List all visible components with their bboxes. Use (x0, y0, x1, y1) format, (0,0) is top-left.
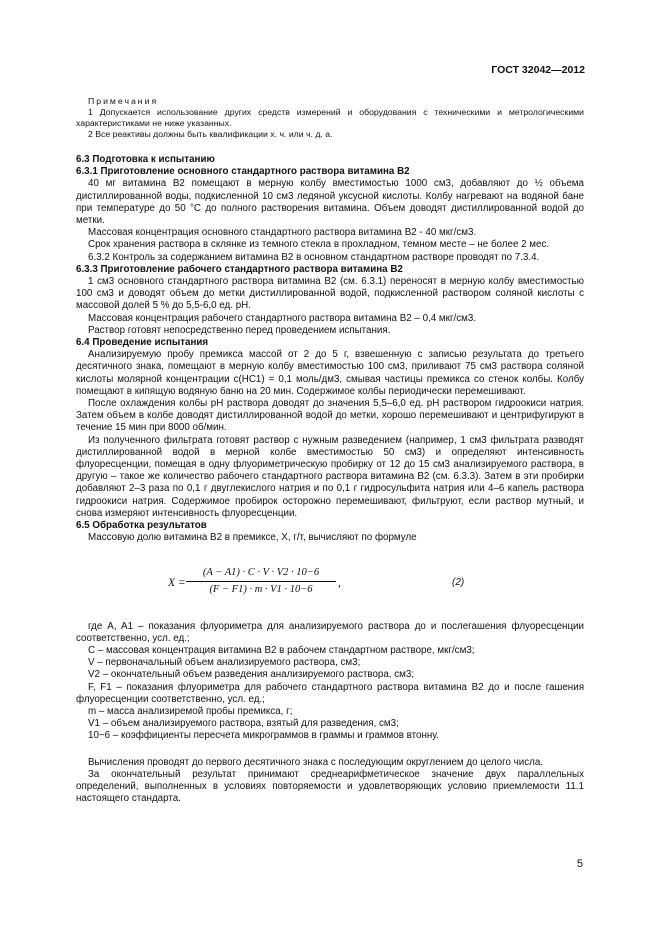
paragraph: 1 см3 основного стандартного раствора витамина B2 (см. 6.3.1) переносят в мерную колбу вместимостью 100 см3 и доводят объем до метки дистиллированной водой, подкисленной раствором соляной кислоты с массовой долей 5 % до 5,5-6,0 ед. pH. (76, 276, 584, 312)
paragraph: Массовая концентрация основного стандартного раствора витамина B2 - 40 мкг/см3. (88, 227, 477, 239)
legend-item: V – первоначальный объем анализируемого раствора, см3; (88, 657, 361, 669)
formula-denominator: (F − F1) · m · V1 · 10−6 (209, 583, 313, 595)
formula-comma: , (338, 576, 341, 589)
document-body (76, 96, 584, 805)
formula-number: (2) (452, 576, 465, 588)
legend-item: 10−6 – коэффициенты пересчета микрограммов в граммы и граммов втонну. (88, 730, 439, 742)
standard-header: ГОСТ 32042—2012 (491, 64, 585, 76)
paragraph: Из полученного фильтрата готовят раствор с нужным разведением (например, 1 см3 фильтрата разводят дистиллированной водой в мерной колбе вместимостью 50 см3) и определяют интенсивность флуоресценции, помещая в одну флуориметрическую пробирку от 12 до 15 см3 анализируемого раствора, в другую – такое же количество рабочего стандартного раствора витамина B2 (см. 6.3.3). Затем в эти пробирки добавляют 2–3 раза по 0,1 г двуглекислого натрия и по 0,1 г гидросульфита натрия или 4–6 капель раствора гидроокиси натрия. Содержимое пробирок осторожно перемешивают, фильтруют, если раствор мутный, и снова измеряют интенсивность флуоресценции. (76, 434, 584, 519)
formula-lhs: X = (168, 576, 186, 589)
page-number: 5 (576, 858, 583, 870)
paragraph: Массовая концентрация рабочего стандартного раствора витамина B2 – 0,4 мкг/см3. (88, 312, 477, 324)
section-6-4-title: 6.4 Проведение испытания (76, 337, 209, 349)
legend-item: C – массовая концентрация витамина B2 в рабочем стандартном растворе, мкг/см3; (88, 644, 475, 656)
paragraph: После охлаждения колбы pH раствора доводят до значения 5,5–6,0 ед. pH раствором гидроокиси натрия. Затем объем в колбе доводят дистиллированной водой до метки, хорошо перемешивают и центрифугируют в течение 15 мин при 8000 об/мин. (76, 398, 584, 434)
legend-item: V2 – окончательный объем разведения анализируемого раствора, см3; (88, 669, 415, 681)
section-6-5-title: 6.5 Обработка результатов (76, 520, 207, 532)
paragraph: 40 мг витамина B2 помещают в мерную колбу вместимостью 1000 см3, добавляют до ½ объема дистиллированной воды, подкисленной 10 см3 ледяной уксусной кислоты. Колбу нагревают на водяной бане при температуре до 50 °С до полного растворения витамина. Объем доводят дистиллированной водой до метки. (76, 178, 584, 227)
paragraph: Анализируемую пробу премикса массой от 2 до 5 г, взвешенную с записью результата до третьего десятичного знака, помещают в мерную колбу вместимостью 100 см3, приливают 75 см3 раствора соляной кислоты молярной концентрации c(HC1) = 0,1 моль/дм3, смывая частицы премикса со стенок колбы. Колбу помещают в кипящую водяную баню на 20 мин. Содержимое колбы периодически перемешивают. (76, 349, 584, 397)
paragraph: Срок хранения раствора в склянке из темного стекла в прохладном, темном месте – не более 2 мес. (88, 239, 550, 251)
legend-item: V1 – объем анализируемого раствора, взятый для разведения, см3; (88, 718, 399, 730)
formula-numerator: (A − A1) · C · V · V2 · 10−6 (186, 567, 336, 582)
legend-item: F, F1 – показания флуориметра для рабочего стандартного раствора витамина B2 до и после гашения флуоресценции соответственно, усл. ед.; (76, 681, 584, 705)
paragraph: За окончательный результат принимают среднеарифметическое значение двух параллельных определений, выполненных в условиях повторяемости и удовлетворяющих условию приемлемости 11.1 настоящего стандарта. (76, 768, 584, 805)
section-6-3-1-title: 6.3.1 Приготовление основного стандартного раствора витамина B2 (76, 166, 410, 178)
legend-item: где A, A1 – показания флуориметра для анализируемого раствора до и послегашения флуоресценции соответственно, усл. ед.; (76, 620, 584, 644)
paragraph: Вычисления проводят до первого десятичного знака с последующим округлением до целого числа. (88, 756, 544, 768)
formula-legend (76, 621, 584, 743)
formula-fraction (186, 567, 336, 596)
paragraph: 6.3.2 Контроль за содержанием витамина B2 в основном стандартном растворе проводят по 7.3.4. (88, 251, 540, 263)
note-2: 2 Все реактивы должны быть квалификации х. ч. или ч. д. а. (88, 129, 333, 139)
paragraph: Раствор готовят непосредственно перед проведением испытания. (88, 324, 391, 336)
legend-item: m – масса анализиремой пробы премикса, г; (88, 705, 293, 717)
notes-block (76, 96, 584, 140)
notes-title: Примечания (88, 96, 159, 106)
formula-2 (76, 561, 584, 611)
note-1: 1 Допускается использование других средств измерений и оборудования с техническими и метрологическими характеристиками не ниже указанных. (76, 107, 584, 128)
section-6-3-3-title: 6.3.3 Приготовление рабочего стандартного раствора витамина B2 (76, 263, 403, 275)
section-6-3-title: 6.3 Подготовка к испытанию (76, 154, 215, 165)
paragraph: Массовую долю витамина B2 в премиксе, X, г/т, вычисляют по формуле (88, 532, 417, 544)
